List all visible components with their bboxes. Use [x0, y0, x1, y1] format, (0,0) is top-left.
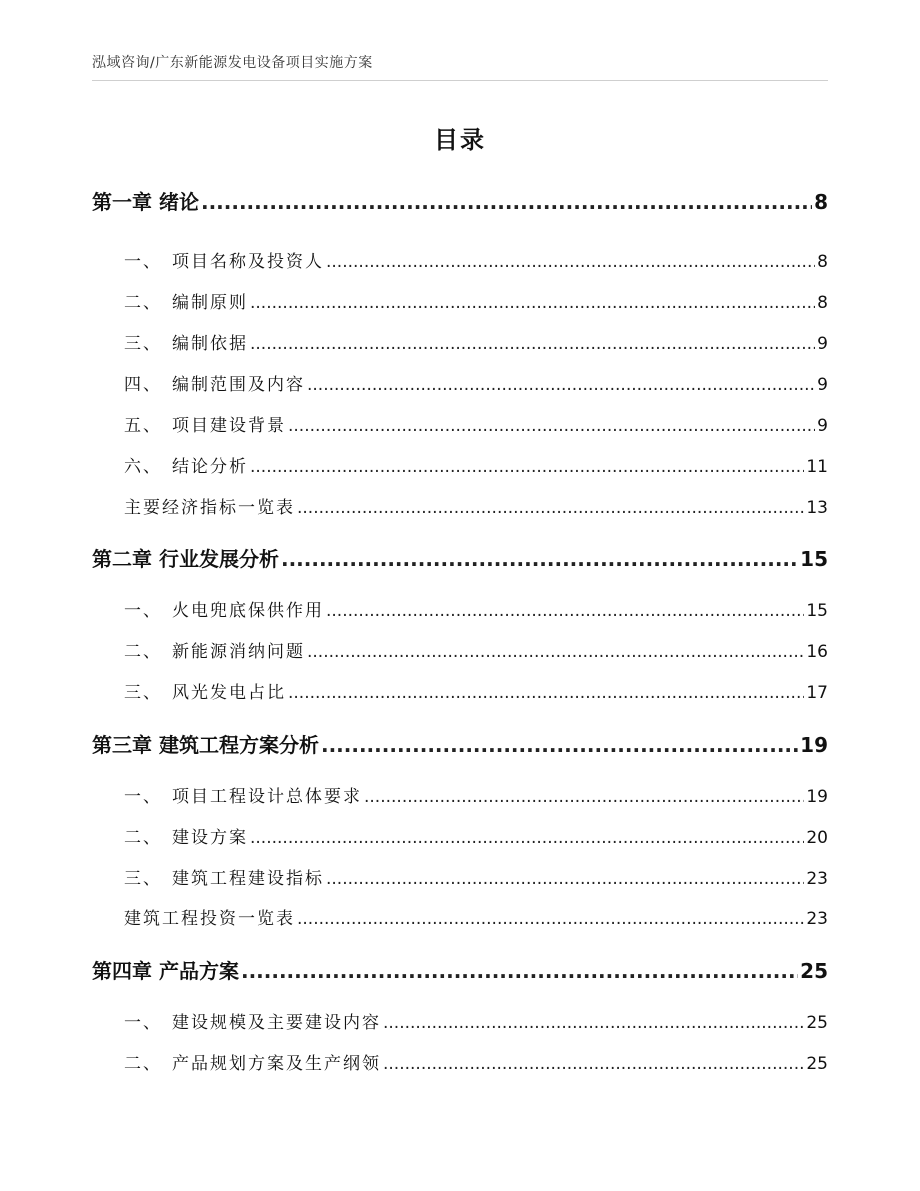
toc-entry-label — [124, 782, 362, 807]
toc-entry-number: 第三章 — [92, 733, 152, 757]
toc-page-number: 9 — [817, 416, 828, 436]
toc-dot-leader — [250, 828, 804, 848]
toc-entry-number: 第二章 — [92, 547, 152, 571]
toc-page-number: 25 — [800, 959, 828, 983]
toc-dot-leader — [326, 869, 804, 889]
toc-entry-label — [92, 186, 199, 215]
toc-entry-label — [124, 329, 248, 354]
toc-section-entry[interactable] — [124, 247, 828, 272]
toc-dot-leader — [383, 1054, 804, 1074]
toc-entry-title: 主要经济指标一览表 — [124, 498, 295, 518]
toc-dot-leader — [201, 190, 812, 214]
toc-dot-leader — [307, 642, 804, 662]
toc-dot-leader — [297, 498, 804, 518]
toc-section-entry[interactable] — [124, 637, 828, 662]
toc-entry-label — [92, 955, 239, 984]
toc-entry-number: 二、 — [124, 642, 162, 662]
toc-page-number: 19 — [806, 787, 828, 807]
toc-page-number: 8 — [814, 190, 828, 214]
toc-dot-leader — [281, 547, 798, 571]
toc-chapter-entry[interactable] — [92, 729, 828, 758]
toc-entry-label — [124, 823, 248, 848]
toc-page-number: 8 — [817, 252, 828, 272]
toc-dot-leader — [250, 293, 815, 313]
toc-section-entry[interactable] — [124, 823, 828, 848]
toc-dot-leader — [321, 733, 798, 757]
toc-entry-label — [124, 637, 305, 662]
toc-section-entry[interactable] — [124, 904, 828, 929]
toc-section-entry[interactable] — [124, 329, 828, 354]
toc-chapter-entry[interactable] — [92, 186, 828, 215]
toc-entry-label — [124, 370, 305, 395]
toc-entry-number: 二、 — [124, 1054, 162, 1074]
toc-entry-label — [124, 596, 324, 621]
toc-entry-label — [124, 864, 324, 889]
toc-dot-leader — [250, 334, 815, 354]
toc-entry-number: 二、 — [124, 828, 162, 848]
toc-dot-leader — [241, 959, 798, 983]
toc-entry-title: 结论分析 — [172, 457, 248, 477]
toc-entry-number: 一、 — [124, 1013, 162, 1033]
toc-section-entry[interactable] — [124, 370, 828, 395]
toc-entry-title: 建筑工程建设指标 — [172, 869, 324, 889]
toc-entry-number: 第四章 — [92, 959, 152, 983]
toc-entry-title: 建筑工程投资一览表 — [124, 909, 295, 929]
toc-entry-title: 编制依据 — [172, 334, 248, 354]
toc-entry-title: 项目建设背景 — [172, 416, 286, 436]
toc-entry-number: 第一章 — [92, 190, 152, 214]
toc-entry-number: 四、 — [124, 375, 162, 395]
toc-chapter-entry[interactable] — [92, 955, 828, 984]
toc-entry-label — [124, 411, 286, 436]
toc-entry-number: 六、 — [124, 457, 162, 477]
toc-dot-leader — [326, 252, 815, 272]
toc-entry-label — [124, 452, 248, 477]
toc-entry-title: 建设方案 — [172, 828, 248, 848]
toc-section-entry[interactable] — [124, 1008, 828, 1033]
toc-page-number: 8 — [817, 293, 828, 313]
toc-entry-title: 绪论 — [158, 190, 199, 214]
toc-page-number: 23 — [806, 909, 828, 929]
toc-page-number: 20 — [806, 828, 828, 848]
toc-section-entry[interactable] — [124, 782, 828, 807]
toc-entry-number: 一、 — [124, 252, 162, 272]
toc-dot-leader — [250, 457, 804, 477]
toc-dot-leader — [288, 683, 804, 703]
toc-entry-label — [124, 678, 286, 703]
toc-chapter-entry[interactable] — [92, 543, 828, 572]
toc-page-number: 23 — [806, 869, 828, 889]
toc-section-entry[interactable] — [124, 452, 828, 477]
toc-dot-leader — [364, 787, 804, 807]
page-header: 泓域咨询/广东新能源发电设备项目实施方案 — [92, 55, 373, 71]
toc-entry-number: 三、 — [124, 683, 162, 703]
toc-entry-title: 产品规划方案及生产纲领 — [172, 1054, 381, 1074]
toc-entry-number: 二、 — [124, 293, 162, 313]
toc-page-number: 9 — [817, 334, 828, 354]
toc-page-number: 11 — [806, 457, 828, 477]
toc-entry-label — [124, 288, 248, 313]
toc-entry-label — [92, 729, 319, 758]
toc-dot-leader — [288, 416, 815, 436]
toc-entry-label — [124, 1008, 381, 1033]
toc-entry-label — [124, 1049, 381, 1074]
toc-entry-title: 新能源消纳问题 — [172, 642, 305, 662]
toc-page-number: 19 — [800, 733, 828, 757]
toc-section-entry[interactable] — [124, 288, 828, 313]
toc-section-entry[interactable] — [124, 678, 828, 703]
toc-page-number: 25 — [806, 1054, 828, 1074]
toc-page-number: 25 — [806, 1013, 828, 1033]
toc-entry-title: 风光发电占比 — [172, 683, 286, 703]
toc-page-number: 15 — [800, 547, 828, 571]
toc-entry-title: 编制范围及内容 — [172, 375, 305, 395]
toc-dot-leader — [297, 909, 804, 929]
toc-entry-title: 项目工程设计总体要求 — [172, 787, 362, 807]
toc-entry-title: 编制原则 — [172, 293, 248, 313]
header-divider — [92, 80, 828, 81]
toc-dot-leader — [326, 601, 804, 621]
toc-page-number: 17 — [806, 683, 828, 703]
toc-entry-number: 五、 — [124, 416, 162, 436]
toc-page-number: 15 — [806, 601, 828, 621]
toc-entry-label — [124, 904, 295, 929]
toc-entry-title: 产品方案 — [158, 959, 239, 983]
toc-entry-title: 火电兜底保供作用 — [172, 601, 324, 621]
toc-entry-label — [124, 493, 295, 518]
toc-entry-number: 一、 — [124, 787, 162, 807]
toc-section-entry[interactable] — [124, 864, 828, 889]
toc-section-entry[interactable] — [124, 596, 828, 621]
toc-entry-title: 建筑工程方案分析 — [158, 733, 319, 757]
toc-entry-title: 行业发展分析 — [158, 547, 279, 571]
toc-section-entry[interactable] — [124, 411, 828, 436]
toc-page-number: 9 — [817, 375, 828, 395]
toc-page-number: 16 — [806, 642, 828, 662]
toc-entry-label — [92, 543, 279, 572]
toc-entry-title: 项目名称及投资人 — [172, 252, 324, 272]
toc-page-number: 13 — [806, 498, 828, 518]
toc-entry-number: 一、 — [124, 601, 162, 621]
toc-section-entry[interactable] — [124, 493, 828, 518]
toc-entry-number: 三、 — [124, 869, 162, 889]
toc-dot-leader — [383, 1013, 804, 1033]
toc-entry-label — [124, 247, 324, 272]
toc-section-entry[interactable] — [124, 1049, 828, 1074]
toc-entry-number: 三、 — [124, 334, 162, 354]
toc-entry-title: 建设规模及主要建设内容 — [172, 1013, 381, 1033]
page-title: 目录 — [434, 126, 486, 154]
toc-dot-leader — [307, 375, 815, 395]
